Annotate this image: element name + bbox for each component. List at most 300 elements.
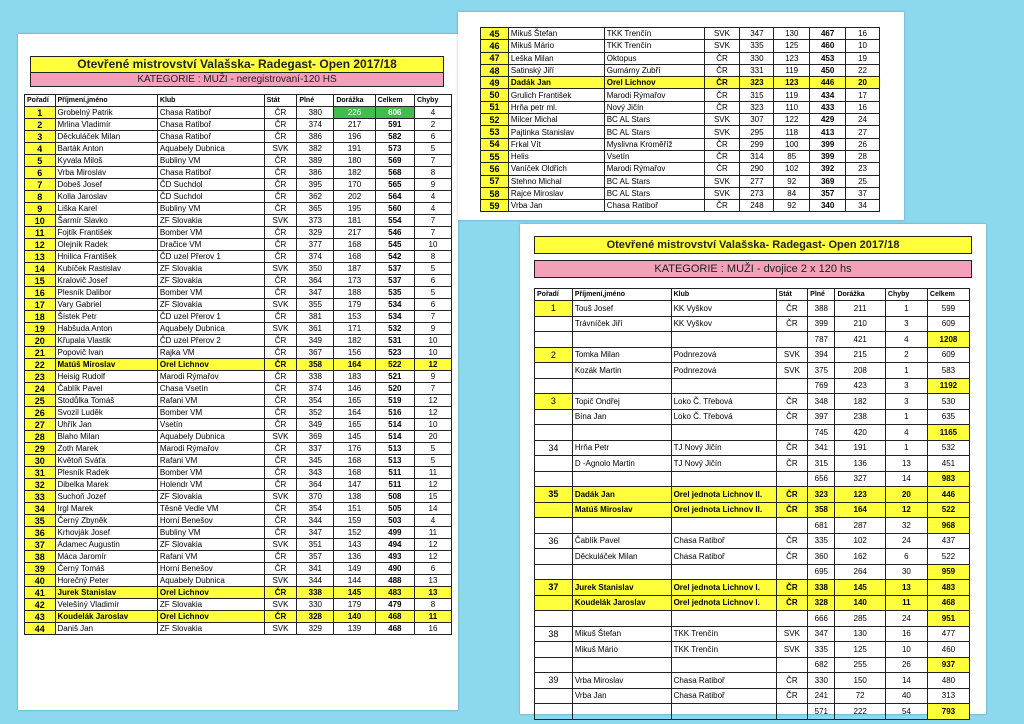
errors-cell: 17 [846,89,880,101]
state-cell: SVK [704,40,740,52]
total-cell: 591 [375,119,414,131]
table-row [535,518,970,534]
rank-cell: 53 [481,126,509,138]
tot-cell: 609 [927,316,969,332]
table-row [25,143,452,155]
full-cell: 329 [297,623,334,635]
column-header: Plné [808,289,835,301]
name-cell: Stehno Michal [508,175,604,187]
full-cell: 380 [297,107,334,119]
full-cell: 682 [808,657,835,673]
rank-cell: 4 [25,143,56,155]
full-cell: 364 [297,275,334,287]
club-cell: ČD uzel Přerov 1 [157,251,264,263]
full-cell: 330 [740,52,774,64]
errors-cell: 22 [846,64,880,76]
state-cell: ČR [704,101,740,113]
club-cell [671,518,776,534]
state-cell: ČR [264,563,297,575]
pairs-results-table [534,288,970,720]
club-cell: Chasa Ratiboř [671,549,776,565]
dorazka-cell: 145 [334,431,375,443]
table-row [535,316,970,332]
singles-results-continued-table [480,27,880,212]
full-cell: 374 [297,383,334,395]
errors-cell: 5 [414,263,451,275]
dorazka-cell: 195 [334,203,375,215]
rank-cell: 6 [25,167,56,179]
dor-cell: 140 [835,595,885,611]
err-cell: 3 [885,394,927,410]
rank-cell: 35 [25,515,56,527]
club-cell: Chasa Ratiboř [157,131,264,143]
state-cell: ČR [264,191,297,203]
club-cell: Rafani VM [157,395,264,407]
dorazka-cell: 145 [334,587,375,599]
club-cell: ZF Slovakia [157,539,264,551]
full-cell: 656 [808,471,835,487]
table-row [25,407,452,419]
table-row [25,167,452,179]
club-cell: Rajka VM [157,347,264,359]
rank-cell [535,549,573,565]
full-cell: 360 [808,549,835,565]
full-cell: 323 [808,487,835,503]
name-cell: Hrňa petr ml. [508,101,604,113]
total-cell: 522 [375,359,414,371]
errors-cell: 6 [414,299,451,311]
table-row [25,371,452,383]
rank-cell: 47 [481,52,509,64]
club-cell [671,425,776,441]
state-cell: ČR [264,611,297,623]
club-cell: Bomber VM [157,407,264,419]
rank-cell: 46 [481,40,509,52]
name-cell: Frkal Vít [508,138,604,150]
club-cell [671,704,776,720]
name-cell: Křupala Vlastik [55,335,157,347]
club-cell: TJ Nový Jičín [671,456,776,472]
column-header: Celkem [927,289,969,301]
table-row [535,425,970,441]
rank-cell: 15 [25,275,56,287]
state-cell: ČR [264,251,297,263]
state-cell: ČR [264,407,297,419]
name-cell: Irgl Marek [55,503,157,515]
name-cell: Dibelka Marek [55,479,157,491]
table-row [25,263,452,275]
table-row [535,704,970,720]
table-row [25,179,452,191]
err-cell: 1 [885,440,927,456]
total-cell: 537 [375,263,414,275]
errors-cell: 12 [414,479,451,491]
name-cell: Vary Gabriel [55,299,157,311]
results-sheet-continued [458,12,904,220]
state-cell: SVK [264,575,297,587]
err-cell: 13 [885,456,927,472]
dorazka-cell: 165 [334,395,375,407]
total-cell: 499 [375,527,414,539]
pairs-sheet-title: Otevřené mistrovství Valašska- Radegast- Open 2017/18 [534,236,972,254]
table-row [481,138,880,150]
table-row [25,383,452,395]
name-cell: Blaho Milan [55,431,157,443]
name-cell: Čablík Pavel [572,533,671,549]
club-cell: Marodi Rýmařov [604,163,704,175]
name-cell: Milcer Michal [508,114,604,126]
full-cell: 349 [297,335,334,347]
state-cell: SVK [264,215,297,227]
dorazka-cell: 168 [334,455,375,467]
club-cell: Marodi Rýmařov [157,371,264,383]
rank-cell [535,595,573,611]
dor-cell: 285 [835,611,885,627]
table-row [481,89,880,101]
club-cell: Podnrezová [671,363,776,379]
rank-cell: 39 [535,673,573,689]
club-cell: TJ Nový Jičín [671,440,776,456]
name-cell: Svozil Luděk [55,407,157,419]
name-cell: Šístek Petr [55,311,157,323]
errors-cell: 11 [414,611,451,623]
table-row [25,479,452,491]
total-cell: 483 [375,587,414,599]
state-cell: ČR [264,383,297,395]
rank-cell: 28 [25,431,56,443]
name-cell: Vrba Jan [572,688,671,704]
tot-cell: 460 [927,642,969,658]
table-row [535,347,970,363]
full-cell: 341 [808,440,835,456]
tot-cell: 477 [927,626,969,642]
name-cell [572,611,671,627]
table-row [481,126,880,138]
state-cell: ČR [264,119,297,131]
table-row [535,363,970,379]
err-cell: 30 [885,564,927,580]
full-cell: 338 [808,580,835,596]
name-cell: Koudelák Jaroslav [572,595,671,611]
state-cell: ČR [264,455,297,467]
errors-cell: 10 [414,347,451,359]
tot-cell: 583 [927,363,969,379]
state-cell: ČR [264,515,297,527]
total-cell: 508 [375,491,414,503]
total-cell: 357 [810,187,846,199]
table-row [535,595,970,611]
full-cell: 323 [740,101,774,113]
table-row [535,533,970,549]
club-cell: ZF Slovakia [157,623,264,635]
table-row [25,503,452,515]
dor-cell: 102 [835,533,885,549]
total-cell: 467 [810,28,846,40]
rank-cell: 55 [481,150,509,162]
name-cell: Barták Anton [55,143,157,155]
table-row [25,215,452,227]
dor-cell: 123 [835,487,885,503]
tot-cell: 983 [927,471,969,487]
errors-cell: 8 [414,251,451,263]
rank-cell [535,316,573,332]
state-cell: ČR [264,203,297,215]
tot-cell: 522 [927,549,969,565]
name-cell: Rajce Miroslav [508,187,604,199]
tot-cell: 1165 [927,425,969,441]
table-row [25,431,452,443]
rank-cell [535,657,573,673]
full-cell: 344 [297,515,334,527]
dorazka-cell: 168 [334,251,375,263]
state-cell: SVK [264,431,297,443]
err-cell: 14 [885,471,927,487]
full-cell: 273 [740,187,774,199]
dor-cell: 182 [835,394,885,410]
rank-cell: 12 [25,239,56,251]
dorazka-cell: 130 [774,28,810,40]
table-row [481,187,880,199]
rank-cell [535,456,573,472]
table-row [535,611,970,627]
errors-cell: 6 [414,275,451,287]
total-cell: 453 [810,52,846,64]
table-row [25,587,452,599]
rank-cell [535,642,573,658]
club-cell: Orel jednota Lichnov II. [671,502,776,518]
table-row [25,131,452,143]
rank-cell [535,471,573,487]
rank-cell [535,704,573,720]
dorazka-cell: 119 [774,89,810,101]
errors-cell: 7 [414,383,451,395]
full-cell: 335 [740,40,774,52]
rank-cell: 20 [25,335,56,347]
table-row [25,575,452,587]
club-cell: ČD Suchdol [157,191,264,203]
dor-cell: 150 [835,673,885,689]
total-cell: 545 [375,239,414,251]
table-row [25,395,452,407]
table-row [25,419,452,431]
state-cell: SVK [264,143,297,155]
err-cell: 1 [885,301,927,317]
err-cell: 10 [885,642,927,658]
table-row [25,347,452,359]
table-row [535,301,970,317]
full-cell: 354 [297,503,334,515]
table-row [25,227,452,239]
dorazka-cell: 144 [334,575,375,587]
rank-cell: 54 [481,138,509,150]
table-row [25,491,452,503]
dorazka-cell: 118 [774,126,810,138]
table-row [481,163,880,175]
errors-cell: 16 [414,623,451,635]
club-cell: Gumárny Zubří [604,64,704,76]
rank-cell: 2 [25,119,56,131]
rank-cell: 44 [25,623,56,635]
total-cell: 434 [810,89,846,101]
table-row [535,688,970,704]
rank-cell: 13 [25,251,56,263]
total-cell: 523 [375,347,414,359]
errors-cell: 37 [846,187,880,199]
state-cell [776,518,808,534]
state-cell: SVK [264,491,297,503]
dor-cell: 191 [835,440,885,456]
rank-cell: 41 [25,587,56,599]
dorazka-cell: 217 [334,119,375,131]
table-row [535,378,970,394]
pairs-category-banner: KATEGORIE : MUŽI - dvojice 2 x 120 hs [534,260,972,278]
full-cell: 386 [297,131,334,143]
club-cell: KK Vyškov [671,316,776,332]
state-cell: ČR [776,673,808,689]
state-cell: ČR [776,580,808,596]
err-cell: 20 [885,487,927,503]
rank-cell: 52 [481,114,509,126]
errors-cell: 10 [414,335,451,347]
club-cell: Chasa Vsetín [157,383,264,395]
full-cell: 329 [297,227,334,239]
table-row [25,467,452,479]
sheet-title: Otevřené mistrovství Valašska- Radegast- Open 2017/18 [30,56,444,73]
err-cell: 40 [885,688,927,704]
name-cell: Květoň Sváťa [55,455,157,467]
club-cell: ZF Slovakia [157,491,264,503]
table-row [481,200,880,212]
name-cell: Mikuš Štefan [572,626,671,642]
errors-cell: 7 [414,311,451,323]
column-header: Chyby [885,289,927,301]
errors-cell: 5 [414,443,451,455]
name-cell: Vaníček Oldřich [508,163,604,175]
full-cell: 375 [808,363,835,379]
state-cell [776,657,808,673]
table-row [25,299,452,311]
club-cell: Rafani VM [157,551,264,563]
dorazka-cell: 152 [334,527,375,539]
tot-cell: 480 [927,673,969,689]
errors-cell: 7 [414,227,451,239]
rank-cell: 1 [535,301,573,317]
full-cell: 389 [297,155,334,167]
table-row [25,251,452,263]
club-cell: Orel Lichnov [157,611,264,623]
total-cell: 392 [810,163,846,175]
dor-cell: 211 [835,301,885,317]
full-cell: 370 [297,491,334,503]
full-cell: 350 [297,263,334,275]
full-cell: 769 [808,378,835,394]
rank-cell: 3 [535,394,573,410]
full-cell: 348 [808,394,835,410]
club-cell [671,378,776,394]
table-row [25,287,452,299]
total-cell: 514 [375,431,414,443]
total-cell: 565 [375,179,414,191]
rank-cell: 48 [481,64,509,76]
rank-cell: 2 [535,347,573,363]
name-cell [572,425,671,441]
results-sheet-singles [18,34,458,710]
name-cell: Mikuš Mário [508,40,604,52]
club-cell: Vsetín [604,150,704,162]
dorazka-cell: 173 [334,275,375,287]
dor-cell: 130 [835,626,885,642]
name-cell: Krhovják Josef [55,527,157,539]
dorazka-cell: 179 [334,599,375,611]
name-cell: Matúš Miroslav [55,359,157,371]
dorazka-cell: 119 [774,64,810,76]
tot-cell: 446 [927,487,969,503]
table-row [481,28,880,40]
club-cell: Chasa Ratiboř [671,533,776,549]
name-cell: Horečný Peter [55,575,157,587]
club-cell: Loko Č. Třebová [671,394,776,410]
full-cell: 323 [740,77,774,89]
state-cell: ČR [264,167,297,179]
errors-cell: 6 [414,563,451,575]
rank-cell [535,688,573,704]
errors-cell: 5 [414,143,451,155]
column-header: Dorážka [334,95,375,107]
name-cell: Daniš Jan [55,623,157,635]
club-cell: Aquabely Dubnica [157,323,264,335]
state-cell: SVK [264,539,297,551]
full-cell: 666 [808,611,835,627]
name-cell: Topič Ondřej [572,394,671,410]
rank-cell: 32 [25,479,56,491]
state-cell: ČR [776,409,808,425]
name-cell: Bína Jan [572,409,671,425]
full-cell: 399 [808,316,835,332]
table-row [25,155,452,167]
rank-cell: 9 [25,203,56,215]
state-cell: ČR [776,301,808,317]
full-cell: 277 [740,175,774,187]
dor-cell: 287 [835,518,885,534]
dorazka-cell: 156 [334,347,375,359]
dorazka-cell: 147 [334,479,375,491]
tot-cell: 451 [927,456,969,472]
dorazka-cell: 165 [334,419,375,431]
name-cell: Kralovič Josef [55,275,157,287]
errors-cell: 20 [846,77,880,89]
tot-cell: 437 [927,533,969,549]
name-cell [572,657,671,673]
name-cell: Satinský Jiří [508,64,604,76]
state-cell: SVK [264,299,297,311]
table-row [25,107,452,119]
name-cell: Kozák Martin [572,363,671,379]
state-cell: ČR [776,502,808,518]
errors-cell: 14 [414,503,451,515]
dorazka-cell: 176 [334,443,375,455]
club-cell: Chasa Ratiboř [604,200,704,212]
rank-cell: 14 [25,263,56,275]
dor-cell: 210 [835,316,885,332]
full-cell: 335 [808,642,835,658]
total-cell: 531 [375,335,414,347]
club-cell: Bomber VM [157,287,264,299]
state-cell: ČR [264,359,297,371]
name-cell: Liška Karel [55,203,157,215]
full-cell: 337 [297,443,334,455]
full-cell: 335 [808,533,835,549]
name-cell: Koudelák Jaroslav [55,611,157,623]
